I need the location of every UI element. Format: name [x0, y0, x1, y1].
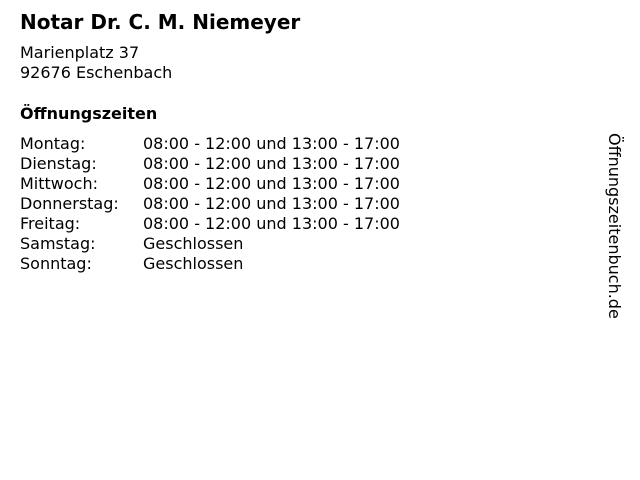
- street-address: Marienplatz 37: [20, 43, 140, 62]
- hours-row-saturday: [20, 234, 400, 254]
- day-label: Mittwoch:: [20, 174, 98, 193]
- time-value: 08:00 - 12:00 und 13:00 - 17:00: [143, 174, 400, 193]
- hours-row-monday: [20, 134, 400, 154]
- day-label: Sonntag:: [20, 254, 92, 273]
- day-label: Donnerstag:: [20, 194, 119, 213]
- opening-hours-table: [20, 134, 400, 274]
- city-address: 92676 Eschenbach: [20, 63, 173, 82]
- hours-row-tuesday: [20, 154, 400, 174]
- time-value: Geschlossen: [143, 234, 244, 253]
- hours-row-friday: [20, 214, 400, 234]
- day-label: Dienstag:: [20, 154, 97, 173]
- day-label: Freitag:: [20, 214, 81, 233]
- opening-hours-heading: Öffnungszeiten: [20, 104, 158, 123]
- day-label: Montag:: [20, 134, 86, 153]
- day-label: Samstag:: [20, 234, 96, 253]
- time-value: 08:00 - 12:00 und 13:00 - 17:00: [143, 194, 400, 213]
- site-watermark: Öffnungszeitenbuch.de: [605, 133, 624, 319]
- time-value: 08:00 - 12:00 und 13:00 - 17:00: [143, 154, 400, 173]
- business-name: Notar Dr. C. M. Niemeyer: [20, 10, 301, 34]
- hours-row-wednesday: [20, 174, 400, 194]
- time-value: 08:00 - 12:00 und 13:00 - 17:00: [143, 134, 400, 153]
- time-value: Geschlossen: [143, 254, 244, 273]
- hours-row-sunday: [20, 254, 400, 274]
- address-block: [20, 43, 172, 83]
- time-value: 08:00 - 12:00 und 13:00 - 17:00: [143, 214, 400, 233]
- hours-row-thursday: [20, 194, 400, 214]
